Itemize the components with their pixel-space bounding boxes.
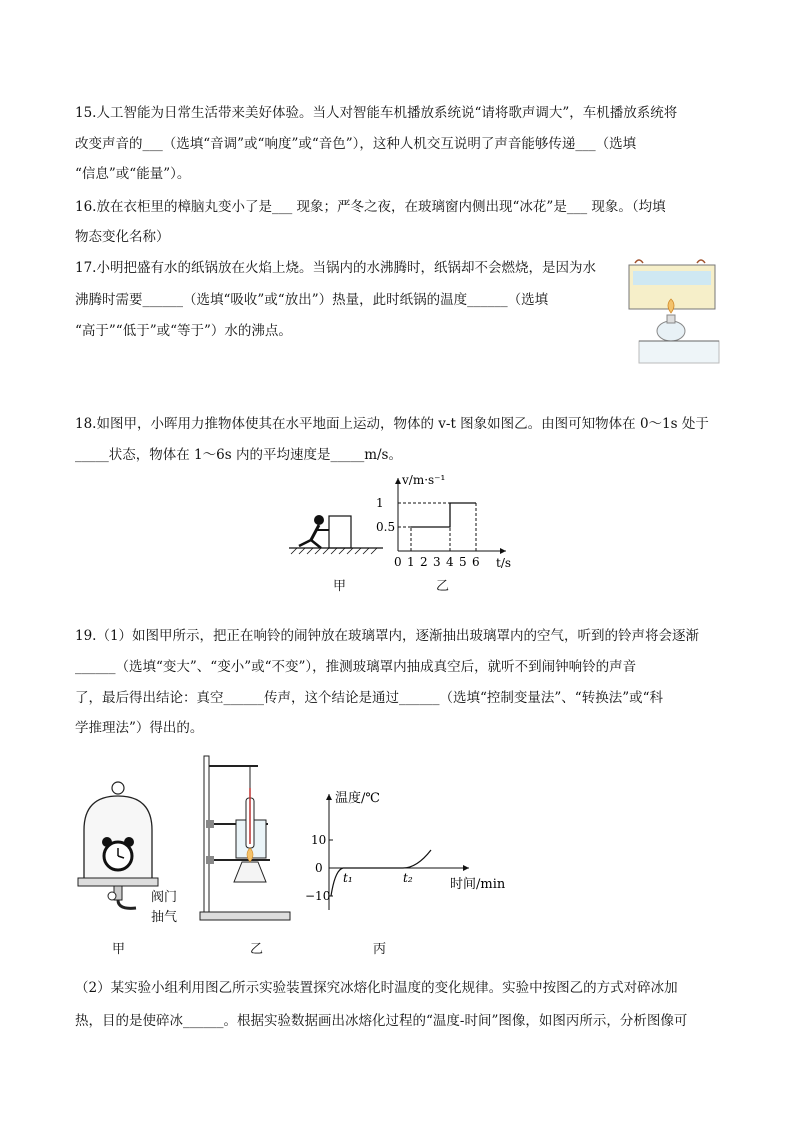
q19b-line-1: （2）某实验小组利用图乙所示实验装置探究冰熔化时温度的变化规律。实验中按图乙的方式对碎冰加 [75,980,678,996]
y-tick-label: 10 [311,833,327,847]
y-tick-label: 1 [376,496,384,510]
q16-line-1: 16.放在衣柜里的樟脑丸变小了是___ 现象；严冬之夜，在玻璃窗内侧出现“冰花”是___ 现象。（均填 [75,199,666,215]
x-tick-label: 3 [433,555,441,569]
q17-line-1: 17.小明把盛有水的纸锅放在火焰上烧。当锅内的水沸腾时，纸锅却不会燃烧，是因为水 [75,260,596,276]
x-tick-label: 5 [459,555,467,569]
vt-chart [368,470,518,580]
y-axis-arrow [326,794,332,800]
x-axis-label: 时间/min [450,877,506,892]
q17-line-3: “高于”“低于”或“等于”）水的沸点。 [75,323,292,339]
q19-line-3: 了，最后得出结论：真空______传声，这个结论是通过______（选填“控制变量法”、“转换法”或“科 [75,690,664,706]
fig18-label-jia: 甲 [333,579,347,594]
y-tick-label: 0 [315,861,323,875]
x-axis-label: t/s [496,556,512,570]
valve-label: 阀门 [151,890,178,905]
y-axis-arrow [395,478,401,484]
t1-label: t₁ [343,871,353,885]
series-line [411,503,476,527]
y-tick-label: −10 [305,889,331,903]
fig18-label-yi: 乙 [436,579,450,594]
paper-pot-figure [625,257,720,365]
q18-line-1: 18.如图甲，小晖用力推物体使其在水平地面上运动，物体的 v-t 图象如图乙。由图可知物体在 0～1s 处于 [75,416,709,432]
y-axis-label: 温度/℃ [335,791,380,806]
fig19-label-yi: 乙 [250,942,264,957]
q18-line-2: _____状态，物体在 1～6s 内的平均速度是_____m/s。 [75,447,402,463]
q15-line-1: 15.人工智能为日常生活带来美好体验。当人对智能车机播放系统说“请将歌声调大”，车机播放系统将 [75,105,678,121]
x-tick-label: 6 [472,555,480,569]
temp-time-chart [295,784,525,924]
q15-line-2: 改变声音的___（选填“音调”或“响度”或“音色”），这种人机交互说明了声音能够传递___（选填 [75,136,637,152]
x-axis-arrow [463,865,469,871]
q17-line-2: 沸腾时需要______（选填“吸收”或“放出”）热量，此时纸锅的温度______（选填 [75,292,549,308]
x-tick-label: 4 [446,555,454,569]
x-tick-label: 0 [394,555,402,569]
x-axis-arrow [500,548,506,554]
q16-line-2: 物态变化名称） [75,229,170,245]
q19-line-4: 学推理法”）得出的。 [75,720,204,736]
pump-label: 抽气 [151,910,178,925]
fig19-label-jia: 甲 [112,942,126,957]
q19-line-2: ______（选填“变大”、“变小”或“不变”），推测玻璃罩内抽成真空后，就听不到闹钟响铃的声音 [75,659,637,675]
q15-line-3: “信息”或“能量”）。 [75,166,191,182]
x-tick-label: 2 [420,555,428,569]
q19b-line-2: 热，目的是使碎冰______。根据实验数据画出冰熔化过程的“温度-时间”图像，如图丙所示，分析图像可 [75,1013,688,1029]
q19-line-1: 19.（1）如图甲所示，把正在响铃的闹钟放在玻璃罩内，逐渐抽出玻璃罩内的空气，听到的铃声将会逐渐 [75,628,700,644]
y-tick-label: 0.5 [376,520,396,534]
x-tick-label: 1 [407,555,415,569]
y-axis-label: v/m·s⁻¹ [402,473,446,487]
melting-apparatus-figure [198,752,293,924]
t2-label: t₂ [403,871,413,885]
fig19-label-bing: 丙 [373,942,387,957]
